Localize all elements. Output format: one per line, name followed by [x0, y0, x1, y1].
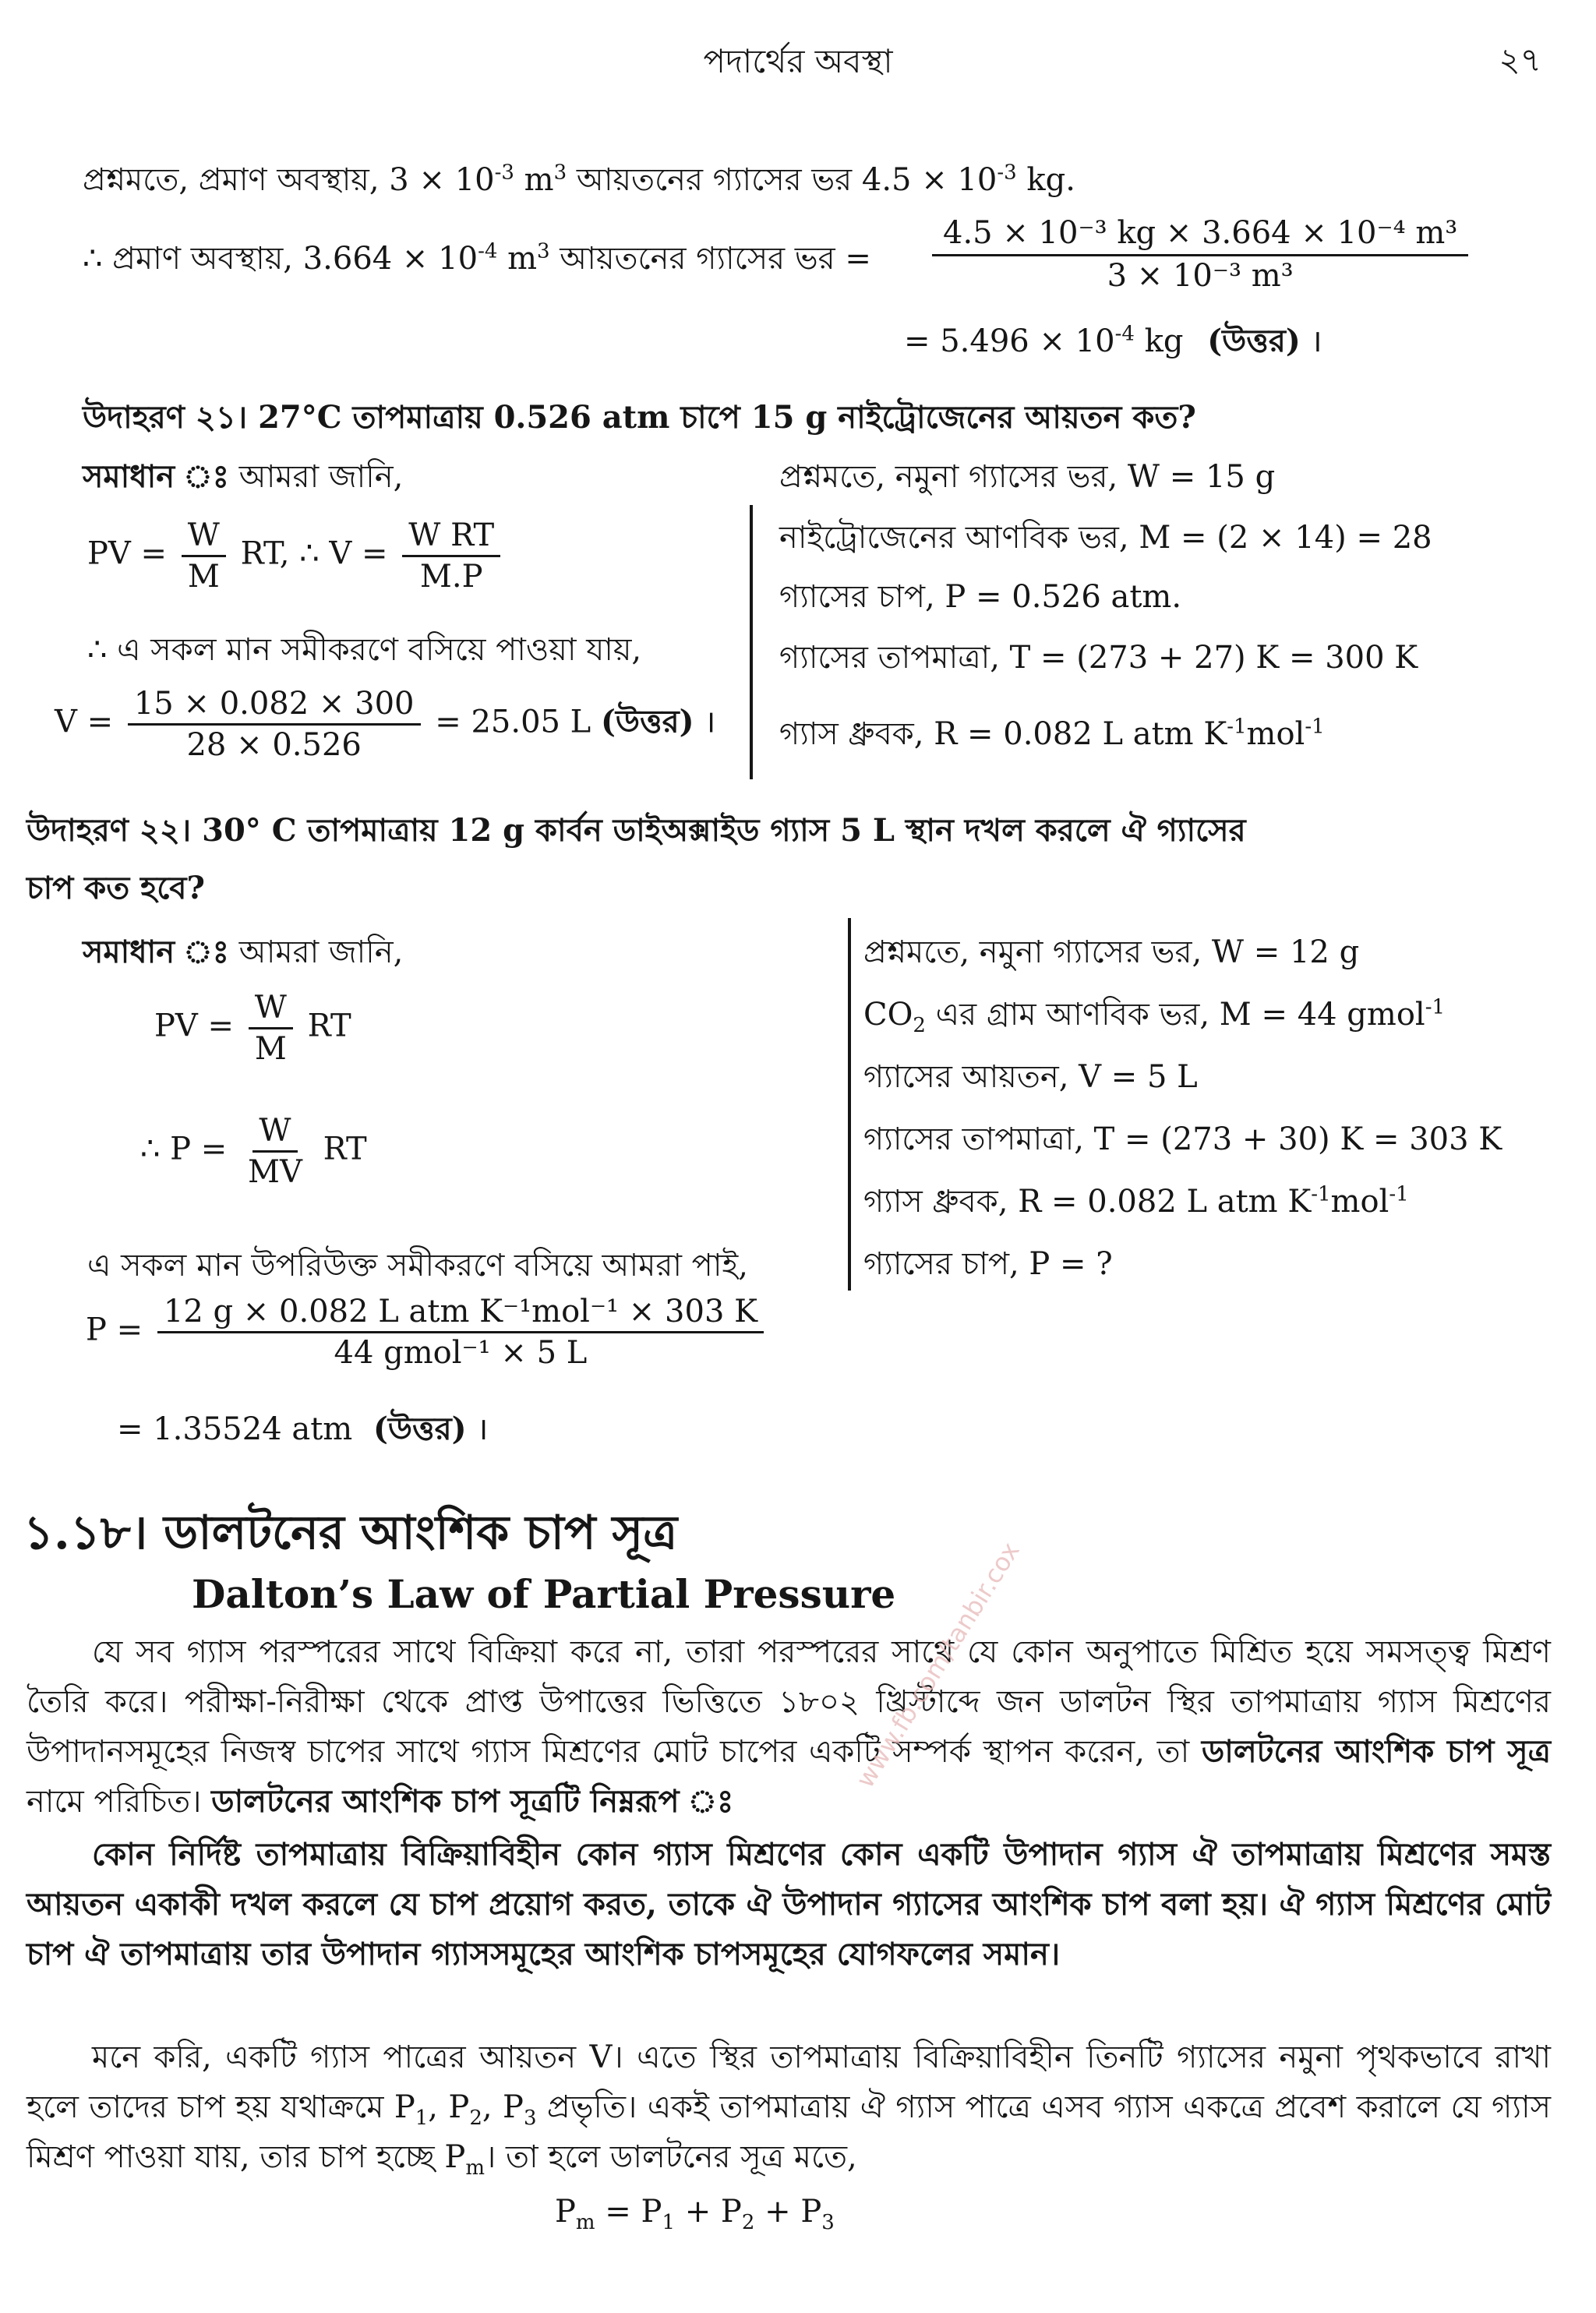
running-header: পদার্থের অবস্থা [703, 42, 893, 80]
substitution-note: এ সকল মান উপরিউক্ত সমীকরণে বসিয়ে আমরা পাই, [87, 1248, 748, 1284]
given-volume: গ্যাসের আয়তন, V = 5 L [863, 1059, 1198, 1095]
example-22-heading: উদাহরণ ২২। 30° C তাপমাত্রায় 12 g কার্বন ডাইঅক্সাইড গ্যাস 5 L স্থান দখল করলে ঐ গ্যাসের [26, 812, 1246, 849]
given-temperature: গ্যাসের তাপমাত্রা, T = (273 + 30) K = 303 K [863, 1121, 1502, 1157]
dalton-equation: $P_m = P_1 + P_2 + P_3$ [555, 2194, 835, 2234]
mass-fraction [932, 215, 1468, 294]
pressure-formula: ∴ P = $\frac{W}{MV}$ RT [140, 1113, 367, 1190]
paragraph-intro: যে সব গ্যাস পরস্পরের সাথে বিক্রিয়া করে না, তারা পরস্পরের সাথে যে কোন অনুপাতে মিশ্রিত হয়ে সমসত্ত্ব মিশ্রণ তৈরি করে। পরীক্ষা-নিরীক্ষা থেকে প্রাপ্ত উপাত্তের ভিত্তিতে ১৮০২ খ্রিস্টাব্দে জন ডালটন স্থির তাপমাত্রায় গ্যাস মিশ্রণের উপাদানসমূহের নিজস্ব চাপের সাথে গ্যাস মিশ্রণের মোট চাপের একটি সম্পর্ক স্থাপন করেন, তা ডালটনের আংশিক চাপ সূত্র নামে পরিচিত। ডালটনের আংশিক চাপ সূত্রটি নিম্নরূপ ঃ [26, 1634, 1551, 1820]
answer-label: (উত্তর) [1207, 323, 1301, 359]
given-pressure: গ্যাসের চাপ, P = 0.526 atm. [779, 579, 1182, 615]
given-statement: প্রশ্নমতে, প্রমাণ অবস্থায়, $3 \times 10^{-3}$ $m^3$ আয়তনের গ্যাসের ভর $4.5 \times 10^{-3}$ kg. [83, 161, 1075, 198]
paragraph-derivation: মনে করি, একটি গ্যাস পাত্রের আয়তন V। এতে স্থির তাপমাত্রায় বিক্রিয়াবিহীন তিনটি গ্যাসের নমুনা পৃথকভাবে রাখা হলে তাদের চাপ হয় যথাক্রমে $P_1$, $P_2$, $P_3$ প্রভৃতি। একই তাপমাত্রায় ঐ গ্যাস পাত্রে এসব গ্যাস একত্রে প্রবেশ করালে যে গ্যাস মিশ্রণ পাওয়া যায়, তার চাপ হচ্ছে $P_m।$ তা হলে ডালটনের সূত্র মতে, [26, 2039, 1552, 2180]
answer-label: (উত্তর) [373, 1411, 467, 1447]
unknown-pressure: গ্যাসের চাপ, P = ? [863, 1246, 1113, 1282]
column-divider [750, 505, 753, 779]
given-molar-mass: নাইট্রোজেনের আণবিক ভর, M = (2 × 14) = 28 [779, 520, 1432, 556]
example-21-solution-label: সমাধান ঃ আমরা জানি, [83, 458, 404, 495]
given-gas-constant: গ্যাস ধ্রুবক, R = 0.082 L atm $K^{-1}mol^{-1}$ [863, 1182, 1409, 1220]
fraction-numerator: 4.5 × 10⁻³ kg × 3.664 × 10⁻⁴ m³ [932, 215, 1468, 256]
example-21-heading: উদাহরণ ২১। 27°C তাপমাত্রায় 0.526 atm চাপে 15 g নাইট্রোজেনের আয়তন কত? [83, 399, 1196, 436]
column-divider [848, 918, 851, 1291]
ideal-gas-equation: PV = $\frac{W}{M}$ RT, ∴ V = $\frac{\text{W RT}}{M.P}$ [87, 517, 505, 595]
example-22-heading-cont: চাপ কত হবে? [26, 870, 205, 906]
section-heading: ১.১৮। ডালটনের আংশিক চাপ সূত্র [23, 1506, 678, 1560]
section-subtitle: Dalton’s Law of Partial Pressure [192, 1571, 896, 1617]
ideal-gas-equation: PV = $\frac{W}{M}$ RT [154, 990, 351, 1067]
proportion-statement: ∴ প্রমাণ অবস্থায়, $3.664 \times 10^{-4}$ $m^3$ আয়তনের গ্যাসের ভর = [83, 239, 871, 277]
paragraph-law-statement: কোন নির্দিষ্ট তাপমাত্রায় বিক্রিয়াবিহীন কোন গ্যাস মিশ্রণের কোন একটি উপাদান গ্যাস ঐ তাপমাত্রায় মিশ্রণের সমস্ত আয়তন একাকী দখল করলে যে চাপ প্রয়োগ করত, তাকে ঐ উপাদান গ্যাসের আংশিক চাপ বলা হয়। ঐ গ্যাস মিশ্রণের মোট চাপ ঐ তাপমাত্রায় তার উপাদান গ্যাসসমূহের আংশিক চাপসমূহের যোগফলের সমান। [26, 1836, 1551, 1972]
answer-label: (উত্তর) [600, 703, 694, 740]
given-gas-constant: গ্যাস ধ্রুবক, R = 0.082 L atm $K^{-1}mol^{-1}$ [779, 715, 1325, 752]
given-mass: প্রশ্নমতে, নমুনা গ্যাসের ভর, W = 12 g [863, 934, 1360, 970]
given-temperature: গ্যাসের তাপমাত্রা, T = (273 + 27) K = 300 K [779, 640, 1418, 676]
fraction-denominator: 3 × 10⁻³ m³ [1107, 258, 1294, 294]
given-molar-mass: $CO_2$ এর গ্রাম আণবিক ভর, M = 44 gmol$^{-1}$ [863, 995, 1446, 1037]
page-number: ২৭ [1499, 41, 1541, 79]
substitution-note: ∴ এ সকল মান সমীকরণে বসিয়ে পাওয়া যায়, [87, 632, 642, 668]
volume-calculation: V = $\frac{15 \times 0.082 \times 300}{28 \times 0.526}$ = 25.05 L (উত্তর) । [55, 686, 716, 763]
pressure-result: = 1.35524 atm (উত্তর) । [117, 1411, 489, 1447]
pressure-calculation: P = $\frac{\text{12 g × 0.082 L atm K⁻¹mol⁻¹ × 303 K}}{\text{44 gmol⁻¹ × 5 L}}$ [86, 1294, 768, 1371]
mass-result: = $5.496 \times 10^{-4}$ kg (উত্তর) । [904, 322, 1322, 359]
example-22-solution-label: সমাধান ঃ আমরা জানি, [83, 934, 404, 970]
watermark: www.fb.com/tanbir.cox [849, 1537, 1026, 1793]
given-mass: প্রশ্নমতে, নমুনা গ্যাসের ভর, W = 15 g [779, 459, 1276, 495]
